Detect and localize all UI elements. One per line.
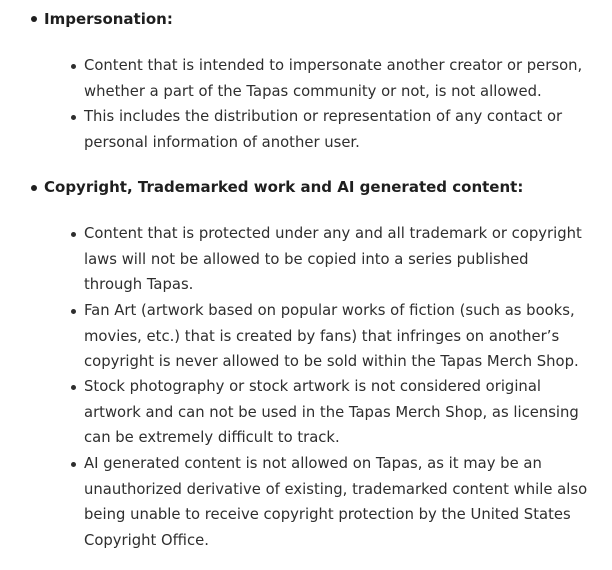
bullet-icon <box>71 309 76 314</box>
bullet-icon <box>71 64 76 69</box>
bullet-icon <box>71 385 76 390</box>
list-item: Fan Art (artwork based on popular works of fiction (such as books, movies, etc.) that is created by fans) that infringes on another’s copyright is never allowed to be sold within the Tapas Merch Shop. <box>84 302 579 371</box>
list-item: Content that is intended to impersonate another creator or person, whether a part of the Tapas community or not, is not allowed. <box>84 57 583 100</box>
bullet-icon <box>31 185 37 191</box>
bullet-icon <box>31 16 37 22</box>
bullet-icon <box>71 462 76 467</box>
list-item: Stock photography or stock artwork is not considered original artwork and can not be used in the Tapas Merch Shop, as licensing can be extremely difficult to track. <box>84 378 579 447</box>
bullet-icon <box>71 115 76 120</box>
section-title: Impersonation: <box>44 10 173 28</box>
bullet-icon <box>71 232 76 237</box>
section-title: Copyright, Trademarked work and AI generated content: <box>44 178 524 196</box>
list-item: AI generated content is not allowed on Tapas, as it may be an unauthorized derivative of existing, trademarked content while also being unable to receive copyright protection by the United States Copyright Office. <box>84 455 588 549</box>
list-item: This includes the distribution or representation of any contact or personal information of another user. <box>84 108 563 151</box>
list-item: Content that is protected under any and all trademark or copyright laws will not be allowed to be copied into a series published through Tapas. <box>84 225 582 294</box>
